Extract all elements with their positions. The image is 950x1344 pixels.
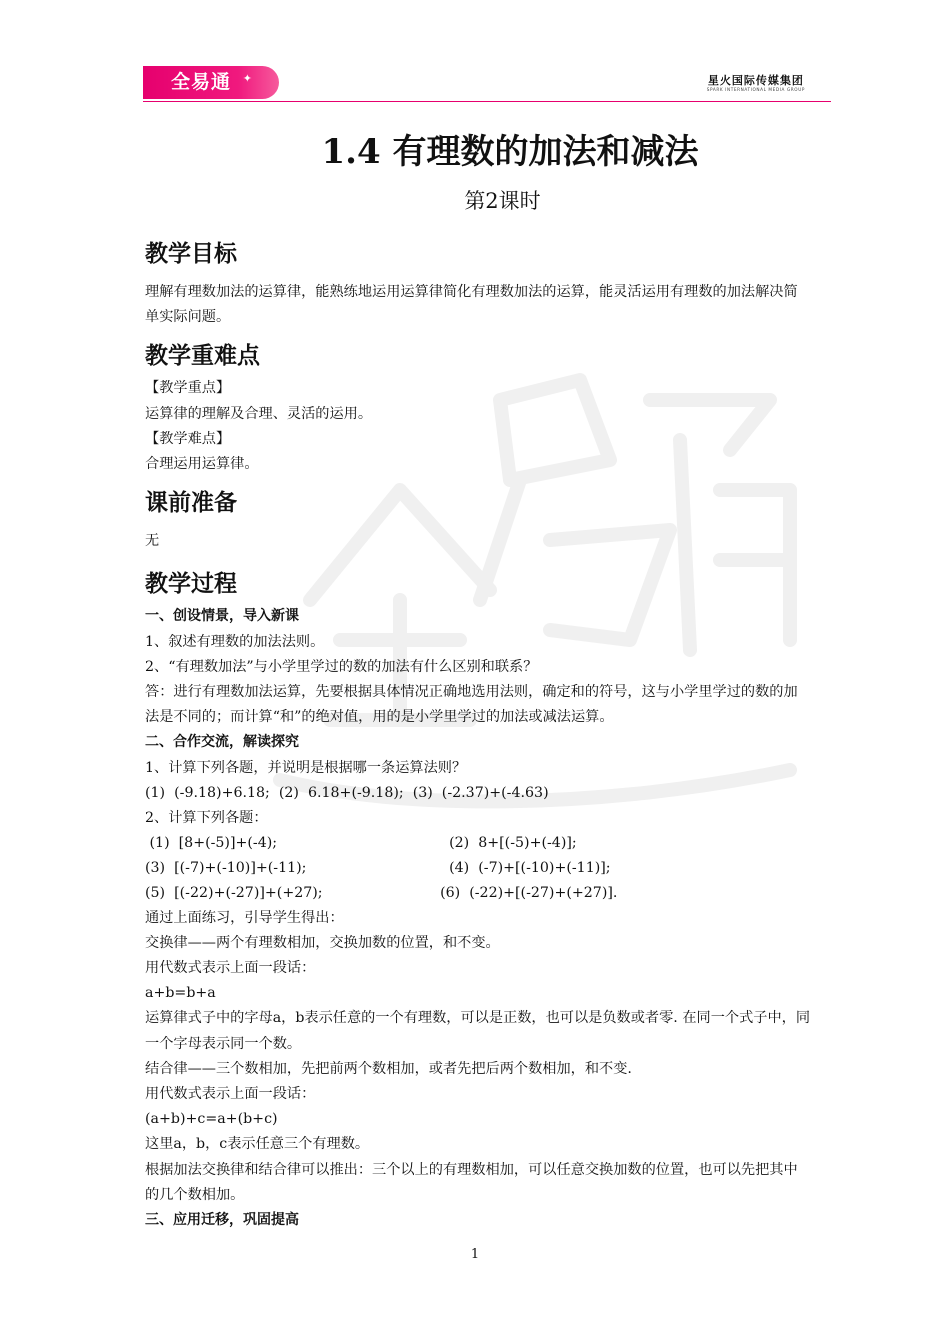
key-point-text: 运算律的理解及合理、灵活的运用。 [145,405,373,422]
part1-title: 一、创设情景，导入新课 [145,608,299,625]
logo-text: 全易通 [171,71,232,93]
process-heading: 教学过程 [145,571,237,598]
part3-title: 三、应用迁移，巩固提高 [145,1212,299,1229]
explanation-1: 运算律式子中的字母a，b表示任意的一个有理数，可以是正数，也可以是负数或者零. 在同一个式子中，同一个字母表示同一个数。 [145,1010,811,1052]
difficulty-text: 合理运用运算律。 [145,456,259,473]
exercise-item: (1) [8+(-5)]+(-4); [145,835,278,852]
page-number: 1 [470,1247,480,1262]
sparkle-icon: ✦ [242,72,253,85]
publisher-brand [707,74,805,93]
express-prompt-1: 用代数式表示上面一段话： [145,960,316,977]
header-divider [143,101,831,102]
exercise-item: (6) (-22)+[(-27)+(+27)]. [395,884,618,901]
exercise-row [145,831,810,856]
page-subtitle: 第2课时 [464,189,541,213]
exercise-item: (3) [(-7)+(-10)]+(-11); [145,860,307,877]
publisher-name-en: SPARK INTERNATIONAL MEDIA GROUP [706,87,805,92]
conclusion: 根据加法交换律和结合律可以推出：三个以上的有理数相加，可以任意交换加数的位置，也可以先把其中的几个数相加。 [145,1161,798,1203]
key-points-heading: 教学重难点 [145,343,260,370]
commutative-law: 交换律——两个有理数相加，交换加数的位置，和不变。 [145,934,500,951]
key-point-label: 【教学重点】 [145,380,231,397]
associative-law: 结合律——三个数相加，先把前两个数相加，或者先把后两个数相加，和不变. [145,1060,632,1077]
formula-associative: (a+b)+c=a+(b+c) [145,1111,278,1128]
page-header [143,66,831,102]
exercise-item: (2) 8+[(-5)+(-4)]; [395,835,577,852]
part2-question-2: 2、计算下列各题： [145,810,268,827]
preparation-heading: 课前准备 [145,490,237,517]
part2-lead: 通过上面练习，引导学生得出： [145,909,344,926]
page-title: 1.4 有理数的加法和减法 [321,132,699,172]
logo-badge [143,66,279,99]
part2-title: 二、合作交流，解读探究 [145,734,299,751]
exercise-row [145,856,810,881]
publisher-name: 星火国际传媒集团 [707,74,804,87]
exercise-item: (4) (-7)+[(-10)+(-11)]; [395,860,611,877]
part2-exercises-1: (1) (-9.18)+6.18; (2) 6.18+(-9.18); (3) (-2.37)+(-4.63) [145,784,549,801]
part1-question-1: 1、叙述有理数的加法法则。 [145,633,325,650]
part2-question-1: 1、计算下列各题，并说明是根据哪一条运算法则？ [145,759,467,776]
explanation-2: 这里a，b，c表示任意三个有理数。 [145,1136,370,1153]
formula-commutative: a+b=b+a [145,985,216,1002]
lesson-content [145,232,810,1233]
goals-heading: 教学目标 [145,241,237,267]
difficulty-label: 【教学难点】 [145,430,231,447]
part1-answer: 答：进行有理数加法运算，先要根据具体情况正确地选用法则，确定和的符号，这与小学里学过的数的加法是不同的；而计算“和”的绝对值，用的是小学里学过的加法或减法运算。 [145,684,798,726]
exercise-item: (5) [(-22)+(-27)]+(+27); [145,884,323,901]
part1-question-2: 2、“有理数加法”与小学里学过的数的加法有什么区别和联系？ [145,658,538,675]
goals-text: 理解有理数加法的运算律，能熟练地运用运算律简化有理数加法的运算，能灵活运用有理数的加法解决简单实际问题。 [145,284,798,326]
express-prompt-2: 用代数式表示上面一段话： [145,1086,316,1103]
preparation-text: 无 [145,533,160,550]
exercise-row [145,881,810,906]
